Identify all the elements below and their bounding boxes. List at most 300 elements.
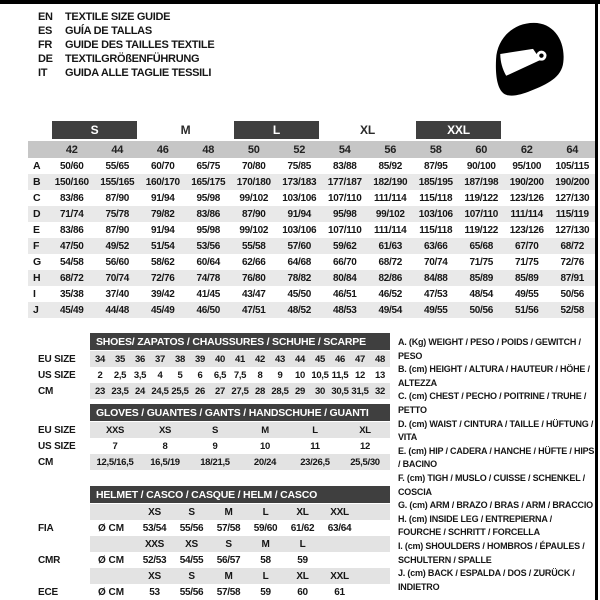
row-values <box>90 454 390 470</box>
value-cell: 70/74 <box>105 272 130 284</box>
value-cell: 123/126 <box>509 192 544 204</box>
value-cell: 150/160 <box>54 176 89 188</box>
value-cell: 25,5/30 <box>350 456 380 468</box>
value-cell: 27 <box>215 385 225 397</box>
size-header-cell: L <box>299 538 306 550</box>
value-cell: 170/180 <box>236 176 271 188</box>
apparel-data-row <box>28 174 595 190</box>
value-cell: 9 <box>212 440 218 452</box>
row-label: FIA <box>38 522 54 534</box>
value-cell: 6 <box>197 369 203 381</box>
value-cell: 182/190 <box>373 176 408 188</box>
helmet-values-row <box>28 520 390 536</box>
value-cell: 24,5 <box>151 385 169 397</box>
value-cell: 45 <box>315 353 325 365</box>
row-label: US SIZE <box>38 440 76 452</box>
value-cell: L <box>312 424 318 436</box>
value-cell: 26 <box>195 385 205 397</box>
language-row <box>38 24 214 38</box>
value-cell: 59 <box>260 586 271 598</box>
value-cell: 91/94 <box>287 208 312 220</box>
value-cell: 9 <box>277 369 283 381</box>
value-cell: 115/118 <box>419 224 453 236</box>
row-values <box>90 422 390 438</box>
unit-cell <box>90 504 136 520</box>
value-cell: 68/72 <box>378 256 403 268</box>
measure-letter: G <box>33 256 41 268</box>
row-label <box>28 568 90 584</box>
value-cell: 95/98 <box>196 192 221 204</box>
value-cell: 155/165 <box>100 176 135 188</box>
size-header-cell: XS <box>148 506 161 518</box>
size-header-cell: XXL <box>330 506 349 518</box>
value-cell: 87/95 <box>423 160 448 172</box>
value-cell: 47/50 <box>59 240 84 252</box>
legend-item: A. (Kg) WEIGHT / PESO / POIDS / GEWITCH / PESO <box>398 337 581 361</box>
value-cell: 49/55 <box>514 288 539 300</box>
value-cell: 83/86 <box>59 192 84 204</box>
value-cell: 85/92 <box>378 160 403 172</box>
legend-item: I. (cm) SHOULDERS / HOMBROS / ÉPAULES / SCHULTERN / SPALLE <box>398 540 585 565</box>
size-header-cell: 64 <box>566 143 579 156</box>
value-cell: 72/76 <box>560 256 585 268</box>
value-cell: 30 <box>315 385 325 397</box>
row-values <box>90 520 390 536</box>
value-cell: M <box>261 424 269 436</box>
size-header-cell: 52 <box>293 143 306 156</box>
value-cell: 10 <box>295 369 305 381</box>
language-title: GUÍA DE TALLAS <box>65 25 152 37</box>
value-cell: 47/51 <box>241 304 266 316</box>
legend-item: G. (cm) ARM / BRAZO / BRAS / ARM / BRACCIO <box>398 500 593 511</box>
value-cell: 105/115 <box>555 160 589 172</box>
value-cell: 111/114 <box>374 192 407 204</box>
row-label: CM <box>38 456 54 468</box>
value-cell: 35/38 <box>59 288 84 300</box>
value-cell: 46/50 <box>196 304 221 316</box>
value-cell: 71/74 <box>59 208 84 220</box>
language-code: IT <box>38 67 48 79</box>
size-header-cell: XL <box>296 506 309 518</box>
value-cell: 44 <box>295 353 305 365</box>
helmet-sizes-row <box>28 536 390 552</box>
value-cell: 103/106 <box>282 224 317 236</box>
value-cell: 61/62 <box>290 522 315 534</box>
value-cell: 46/51 <box>332 288 357 300</box>
corner-cell <box>28 141 49 158</box>
size-group-bar: L <box>234 121 319 139</box>
unit-cell: Ø CM <box>98 554 125 566</box>
row-label: CMR <box>38 554 61 566</box>
row-values <box>90 367 390 383</box>
value-cell: 44/48 <box>105 304 130 316</box>
value-cell: 23/26,5 <box>300 456 330 468</box>
value-cell: 45/50 <box>287 288 312 300</box>
value-cell: 50/56 <box>560 288 585 300</box>
value-cell: 91/94 <box>150 224 175 236</box>
legend-item: J. (cm) BACK / ESPALDA / DOS / ZURÜCK / INDIETRO <box>398 568 575 592</box>
row-label: ECE <box>38 586 58 598</box>
value-cell: 49/52 <box>105 240 130 252</box>
row-values <box>90 383 390 399</box>
row-values <box>90 438 390 454</box>
row-label: US SIZE <box>38 369 76 381</box>
top-border-bar <box>0 0 600 4</box>
value-cell: 70/80 <box>241 160 266 172</box>
measure-letter: C <box>33 192 41 204</box>
value-cell: 190/200 <box>509 176 544 188</box>
language-row <box>38 66 214 80</box>
size-group-label <box>28 121 49 139</box>
value-cell: 76/80 <box>241 272 266 284</box>
value-cell: 85/89 <box>469 272 494 284</box>
value-cell: 25,5 <box>171 385 189 397</box>
size-group-bar: XXL <box>416 121 501 139</box>
value-cell: 107/110 <box>464 208 498 220</box>
value-cell: 87/90 <box>105 192 130 204</box>
value-cell: 51/56 <box>514 304 539 316</box>
value-cell: 65/75 <box>196 160 221 172</box>
value-cell: 61 <box>334 586 345 598</box>
value-cell: 35 <box>115 353 125 365</box>
value-cell: 5 <box>177 369 183 381</box>
value-cell: 55/65 <box>105 160 130 172</box>
size-row <box>28 351 390 367</box>
size-row <box>28 383 390 399</box>
value-cell: 56/57 <box>216 554 241 566</box>
value-cell: 57/60 <box>287 240 312 252</box>
value-cell: XL <box>359 424 371 436</box>
language-title: GUIDE DES TAILLES TEXTILE <box>65 39 215 51</box>
legend-item: C. (cm) CHEST / PECHO / POITRINE / TRUHE / PETTO <box>398 391 587 415</box>
value-cell: 61/63 <box>378 240 403 252</box>
value-cell: 46 <box>335 353 345 365</box>
language-code: DE <box>38 53 53 65</box>
value-cell: 16,5/19 <box>150 456 180 468</box>
apparel-group-row <box>28 121 595 139</box>
table-title: SHOES/ ZAPATOS / CHAUSSURES / SCHUHE / SCARPE <box>96 335 366 348</box>
legend-item: D. (cm) WAIST / CINTURA / TAILLE / HÜFTUNG / VITA <box>398 418 594 443</box>
value-cell: 37/40 <box>105 288 130 300</box>
value-cell: 111/114 <box>374 224 407 236</box>
legend-item: F. (cm) TIGH / MUSLO / CUISSE / SCHENKEL / COSCIA <box>398 472 585 497</box>
row-values <box>90 351 390 367</box>
value-cell: 59/60 <box>253 522 278 534</box>
value-cell: 177/187 <box>327 176 362 188</box>
row-values <box>90 584 390 600</box>
value-cell: 39/42 <box>150 288 175 300</box>
language-code: ES <box>38 25 53 37</box>
value-cell: 103/106 <box>418 208 453 220</box>
value-cell: 48/53 <box>332 304 357 316</box>
value-cell: 55/56 <box>179 586 204 598</box>
size-header-cell: XS <box>148 570 161 582</box>
value-cell: 7,5 <box>233 369 247 381</box>
value-cell: 2,5 <box>113 369 127 381</box>
value-cell: 70/74 <box>423 256 448 268</box>
language-list <box>38 10 214 80</box>
legend-item: B. (cm) HEIGHT / ALTURA / HAUTEUR / HÖHE / ALTEZZA <box>398 364 590 388</box>
value-cell: 23 <box>95 385 105 397</box>
value-cell: 43/47 <box>241 288 266 300</box>
value-cell: 34 <box>95 353 105 365</box>
value-cell: 46/52 <box>378 288 403 300</box>
size-group-label: M <box>180 123 191 137</box>
value-cell: 68/72 <box>59 272 84 284</box>
size-group-bar: S <box>52 121 137 139</box>
value-cell: 95/100 <box>512 160 542 172</box>
value-cell: 47/53 <box>423 288 448 300</box>
size-header-cell: 54 <box>338 143 351 156</box>
value-cell: 187/198 <box>464 176 499 188</box>
table-title-bar <box>90 404 390 421</box>
apparel-data-row <box>28 270 595 286</box>
shoes-size-table <box>28 333 390 399</box>
row-label: EU SIZE <box>38 424 76 436</box>
value-cell: 83/86 <box>196 208 221 220</box>
value-cell: 95/98 <box>196 224 221 236</box>
helmet-size-table <box>28 486 390 600</box>
value-cell: 54/55 <box>179 554 204 566</box>
size-header-cell: 60 <box>475 143 488 156</box>
value-cell: 48/54 <box>469 288 494 300</box>
size-header-cell: 46 <box>156 143 169 156</box>
language-title: TEXTILGRÖßENFÜHRUNG <box>65 53 200 65</box>
value-cell: 55/58 <box>241 240 266 252</box>
value-cell: 8 <box>162 440 168 452</box>
value-cell: 71/75 <box>469 256 494 268</box>
table-title: GLOVES / GUANTES / GANTS / HANDSCHUHE / GUANTI <box>96 406 369 419</box>
value-cell: 65/68 <box>469 240 494 252</box>
value-cell: 18/21,5 <box>200 456 230 468</box>
row-values <box>90 552 390 568</box>
size-header-cell: M <box>224 506 233 518</box>
value-cell: 42 <box>255 353 265 365</box>
value-cell: 173/183 <box>282 176 317 188</box>
size-row <box>28 367 390 383</box>
language-row <box>38 10 214 24</box>
row-values <box>90 504 390 520</box>
value-cell: 71/75 <box>514 256 539 268</box>
value-cell: 37 <box>155 353 165 365</box>
language-code: FR <box>38 39 53 51</box>
size-group-label <box>504 121 550 139</box>
value-cell: 51/54 <box>150 240 175 252</box>
value-cell: 107/110 <box>328 224 362 236</box>
row-label: EU SIZE <box>38 353 76 365</box>
size-header-cell: S <box>188 570 195 582</box>
value-cell: 53/54 <box>142 522 167 534</box>
value-cell: 83/88 <box>332 160 357 172</box>
value-cell: 31,5 <box>351 385 369 397</box>
apparel-sizes-row <box>28 141 595 158</box>
value-cell: 103/106 <box>282 192 317 204</box>
value-cell: 85/89 <box>514 272 539 284</box>
value-cell: 83/86 <box>59 224 84 236</box>
value-cell: 87/91 <box>560 272 585 284</box>
size-header-cell: XXS <box>144 538 165 550</box>
value-cell: 72/76 <box>150 272 175 284</box>
value-cell: 13 <box>375 369 385 381</box>
value-cell: 75/85 <box>287 160 312 172</box>
apparel-data-row <box>28 302 595 318</box>
measure-letter: H <box>33 272 41 284</box>
unit-cell: Ø CM <box>98 586 125 598</box>
value-cell: 79/82 <box>150 208 175 220</box>
table-title-bar <box>90 333 390 350</box>
size-group-label: XL <box>360 123 375 137</box>
helmet-sizes-row <box>28 504 390 520</box>
value-cell: S <box>211 424 219 436</box>
value-cell: 190/200 <box>555 176 590 188</box>
value-cell: 52/53 <box>142 554 167 566</box>
size-header-cell: L <box>262 570 269 582</box>
value-cell: 67/70 <box>514 240 539 252</box>
apparel-data-row <box>28 238 595 254</box>
apparel-data-row <box>28 190 595 206</box>
value-cell: 84/88 <box>423 272 448 284</box>
table-title: HELMET / CASCO / CASQUE / HELM / CASCO <box>96 488 318 501</box>
value-cell: 107/110 <box>328 192 362 204</box>
value-cell: 41 <box>235 353 245 365</box>
value-cell: 59/62 <box>332 240 357 252</box>
value-cell: 60 <box>297 586 308 598</box>
value-cell: 74/78 <box>196 272 221 284</box>
value-cell: 50/56 <box>469 304 494 316</box>
value-cell: 12 <box>360 440 370 452</box>
size-header-cell: 58 <box>429 143 442 156</box>
language-title: TEXTILE SIZE GUIDE <box>65 11 171 23</box>
value-cell: XS <box>158 424 172 436</box>
value-cell: 10 <box>260 440 270 452</box>
value-cell: 8 <box>257 369 263 381</box>
value-cell: 87/90 <box>105 224 130 236</box>
size-header-cell: M <box>224 570 233 582</box>
size-header-cell: 50 <box>247 143 260 156</box>
measure-letter: J <box>33 304 39 316</box>
size-header-cell: XXL <box>330 570 349 582</box>
size-row <box>28 422 390 438</box>
size-header-cell: 42 <box>65 143 78 156</box>
language-row <box>38 52 214 66</box>
value-cell: 53 <box>149 586 160 598</box>
size-row <box>28 438 390 454</box>
value-cell: 2 <box>97 369 103 381</box>
value-cell: 95/98 <box>332 208 357 220</box>
value-cell: 57/58 <box>216 586 241 598</box>
size-header-cell: S <box>225 538 232 550</box>
value-cell: 58/62 <box>150 256 175 268</box>
value-cell: 127/130 <box>555 192 590 204</box>
value-cell: 64/68 <box>287 256 312 268</box>
row-label <box>28 536 90 552</box>
row-values <box>90 536 390 552</box>
value-cell: 7 <box>112 440 118 452</box>
value-cell: 99/102 <box>375 208 405 220</box>
measure-letter: I <box>33 288 36 300</box>
measure-letter: E <box>33 224 40 236</box>
value-cell: 115/118 <box>419 192 453 204</box>
value-cell: 58 <box>260 554 271 566</box>
value-cell: 54/58 <box>59 256 84 268</box>
value-cell: 39 <box>195 353 205 365</box>
apparel-data-row <box>28 206 595 222</box>
value-cell: 185/195 <box>418 176 453 188</box>
value-cell: 119/122 <box>464 192 498 204</box>
value-cell: 59 <box>297 554 308 566</box>
value-cell: 115/119 <box>555 208 589 220</box>
value-cell: 99/102 <box>239 192 269 204</box>
unit-cell <box>90 536 136 552</box>
value-cell: 30,5 <box>331 385 349 397</box>
value-cell: 45/49 <box>150 304 175 316</box>
value-cell: XXS <box>105 424 125 436</box>
value-cell: 12 <box>355 369 365 381</box>
table-title-bar <box>90 486 390 503</box>
size-header-cell: XS <box>185 538 198 550</box>
value-cell: 55/56 <box>179 522 204 534</box>
value-cell: 123/126 <box>509 224 544 236</box>
helmet-values-row <box>28 552 390 568</box>
value-cell: 63/64 <box>327 522 352 534</box>
value-cell: 111/114 <box>510 208 543 220</box>
value-cell: 60/64 <box>196 256 221 268</box>
language-title: GUIDA ALLE TAGLIE TESSILI <box>65 67 212 79</box>
value-cell: 41/45 <box>196 288 221 300</box>
unit-cell <box>90 568 136 584</box>
legend-item: H. (cm) INSIDE LEG / ENTREPIERNA / FOURCHE / SCHRITT / FORCELLA <box>398 513 552 538</box>
value-cell: 165/175 <box>191 176 226 188</box>
value-cell: 36 <box>135 353 145 365</box>
measure-letter: F <box>33 240 40 252</box>
measure-letter: B <box>33 176 41 188</box>
row-label <box>28 504 90 520</box>
value-cell: 127/130 <box>555 224 590 236</box>
value-cell: 11 <box>310 440 320 452</box>
apparel-data-row <box>28 222 595 238</box>
measurement-legend <box>398 336 596 594</box>
racing-helmet-icon <box>486 12 570 106</box>
value-cell: 23,5 <box>111 385 129 397</box>
gloves-size-table <box>28 404 390 470</box>
value-cell: 78/82 <box>287 272 312 284</box>
value-cell: 99/102 <box>239 224 269 236</box>
apparel-data-row <box>28 158 595 174</box>
value-cell: 6,5 <box>213 369 227 381</box>
value-cell: 66/70 <box>332 256 357 268</box>
value-cell: 60/70 <box>150 160 175 172</box>
value-cell: 63/66 <box>423 240 448 252</box>
value-cell: 10,5 <box>311 369 329 381</box>
value-cell: 20/24 <box>253 456 277 468</box>
value-cell: 27,5 <box>231 385 249 397</box>
value-cell: 45/49 <box>59 304 84 316</box>
value-cell: 47 <box>355 353 365 365</box>
value-cell: 57/58 <box>216 522 241 534</box>
value-cell: 40 <box>215 353 225 365</box>
value-cell: 4 <box>157 369 163 381</box>
helmet-sizes-row <box>28 568 390 584</box>
value-cell: 62/66 <box>241 256 266 268</box>
measure-letter: D <box>33 208 41 220</box>
value-cell: 91/94 <box>150 192 175 204</box>
value-cell: 49/54 <box>378 304 403 316</box>
value-cell: 24 <box>135 385 145 397</box>
value-cell: 50/60 <box>59 160 84 172</box>
unit-cell: Ø CM <box>98 522 125 534</box>
value-cell: 38 <box>175 353 185 365</box>
value-cell: 56/60 <box>105 256 130 268</box>
